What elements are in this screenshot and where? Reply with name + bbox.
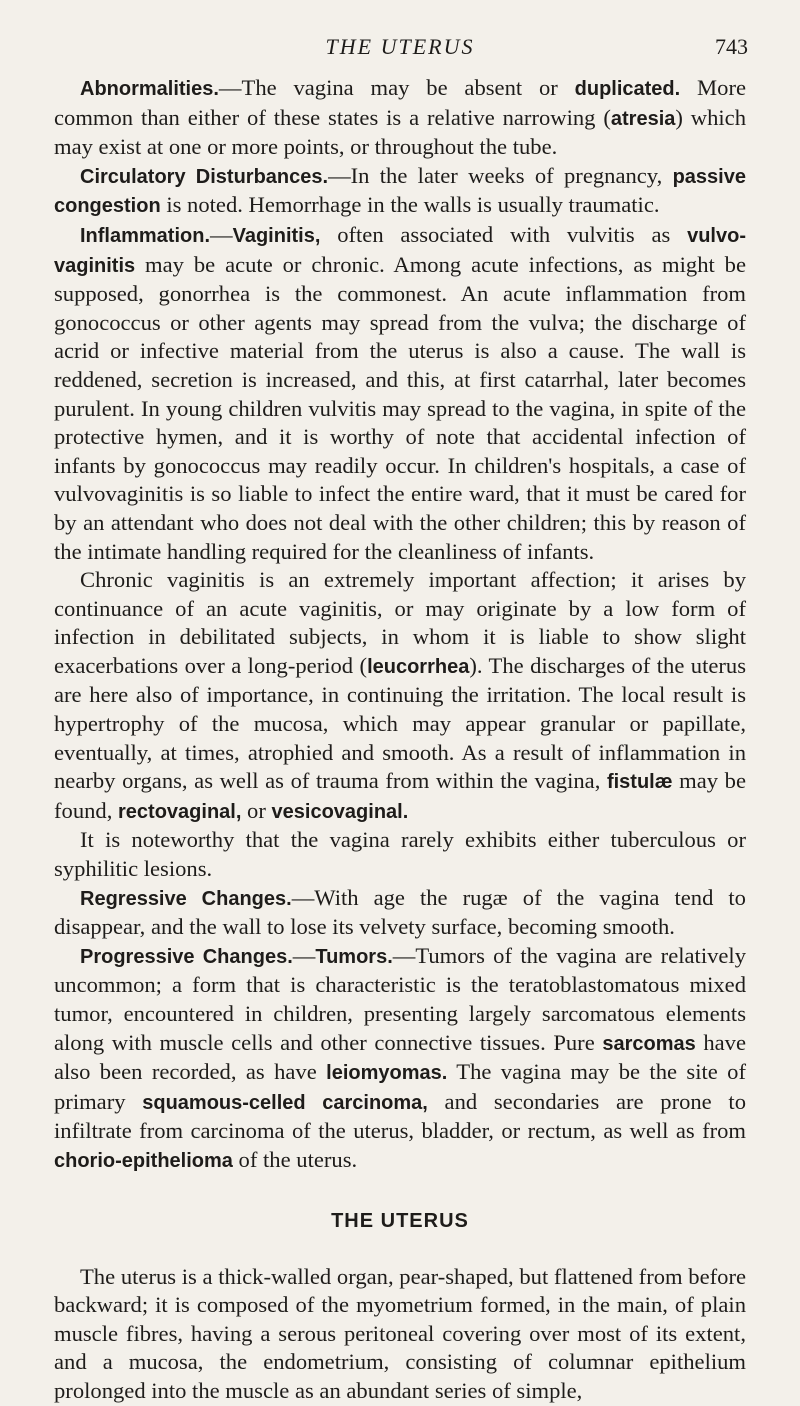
body-text bbox=[54, 74, 746, 1176]
text-run: —With age the rugæ of the vagina tend to disappear, and the wall to lose its velvety surface, becoming smooth. bbox=[54, 884, 746, 940]
text-run: More common than either of these states is a relative narrowing ( bbox=[54, 75, 746, 130]
page-number: 743 bbox=[715, 34, 748, 59]
paragraph bbox=[54, 162, 746, 221]
paragraph bbox=[54, 566, 746, 826]
paragraph bbox=[54, 74, 746, 162]
paragraph-lead: Progressive Changes. bbox=[80, 945, 293, 968]
paragraph bbox=[54, 221, 746, 566]
text-run: may be acute or chronic. Among acute infections, as might be supposed, gonorrhea is the commonest. An acute inflammation from gonococcus or other agents may spread from the vulva; the discharge of acrid or infective material from the uterus is also a cause. The wall is reddened, secretion is increased, and this, at first catarrhal, later becomes purulent. In young children vulvitis may spread to the vagina, in spite of the protective hymen, and it is worthy of note that accidental infection of infants by gonococcus may readily occur. In children's hospitals, a case of vulvovaginitis is so liable to infect the entire ward, that it must be cared for by an attendant who does not deal with the other children; this by reason of the intimate handling required for the cleanliness of infants. bbox=[54, 251, 746, 564]
text-run: — bbox=[210, 221, 233, 247]
paragraph bbox=[54, 942, 746, 1176]
bold-term: chorio-epithelioma bbox=[54, 1149, 233, 1172]
text-run: — bbox=[292, 942, 316, 968]
text-run: Chronic vaginitis is an extremely important affection; it arises by continuance of an acute vaginitis, or may originate by a low form of infection in debilitated subjects, in whom it is liable to show slight exacerbations over a long-period ( bbox=[54, 567, 746, 678]
bold-term: duplicated. bbox=[574, 78, 681, 100]
text-run: and secondaries are prone to infiltrate from carcinoma of the uterus, bladder, or rectum, as well as from bbox=[54, 1088, 746, 1144]
text-run: or bbox=[241, 797, 272, 823]
text-run: The uterus is a thick-walled organ, pear-shaped, but flattened from before backward; it is composed of the myometrium formed, in the main, of plain muscle fibres, having a serous peritoneal covering over most of its extent, and a mucosa, the endometrium, consisting of columnar epithelium prolonged into the muscle as an abundant series of simple, bbox=[54, 1263, 746, 1403]
text-run: of the uterus. bbox=[232, 1146, 358, 1172]
bold-term: rectovaginal, bbox=[118, 800, 242, 823]
bold-term: fistulæ bbox=[606, 771, 673, 794]
section-heading: THE UTERUS bbox=[331, 1209, 469, 1232]
bold-term: leiomyomas. bbox=[326, 1062, 448, 1085]
paragraph bbox=[54, 884, 746, 942]
bold-term: passive congestion bbox=[54, 165, 746, 218]
bold-term: Tumors. bbox=[315, 945, 393, 968]
bold-term: leucorrhea bbox=[367, 655, 470, 678]
text-run: The vagina may be the site of primary bbox=[54, 1059, 746, 1114]
text-run: —In the later weeks of pregnancy, bbox=[328, 162, 673, 188]
paragraph-lead: Abnormalities. bbox=[80, 78, 219, 100]
running-head bbox=[54, 34, 746, 74]
bold-term: vesicovaginal. bbox=[271, 800, 409, 823]
paragraph bbox=[54, 1263, 746, 1406]
bold-term: Vaginitis, bbox=[232, 224, 321, 247]
text-run: may be found, bbox=[54, 768, 746, 823]
paragraph bbox=[54, 826, 746, 883]
section-text bbox=[54, 1263, 746, 1406]
paragraph-lead: Regressive Changes. bbox=[80, 887, 292, 910]
running-title: THE UTERUS bbox=[325, 34, 475, 59]
text-run: is noted. Hemorrhage in the walls is usually traumatic. bbox=[160, 192, 660, 218]
paragraph-lead: Circulatory Disturbances. bbox=[80, 165, 329, 188]
bold-term: sarcomas bbox=[602, 1032, 696, 1055]
bold-term: vulvo-vaginitis bbox=[54, 224, 746, 277]
text-run: ) which may exist at one or more points, or throughout the tube. bbox=[54, 104, 746, 160]
text-run: —Tumors of the vagina are relatively uncommon; a form that is characteristic is the teratoblastomatous mixed tumor, encountered in children, presenting largely sarcomatous elements along with muscle cells and other connective tissues. Pure bbox=[54, 942, 746, 1055]
text-run: have also been recorded, as have bbox=[54, 1029, 746, 1085]
text-run: —The vagina may be absent or bbox=[218, 75, 575, 100]
bold-term: squamous-celled carcinoma, bbox=[142, 1091, 428, 1114]
bold-term: atresia bbox=[610, 107, 676, 130]
paragraph-lead: Inflammation. bbox=[80, 224, 211, 247]
text-run: It is noteworthy that the vagina rarely exhibits either tuberculous or syphilitic lesions. bbox=[54, 827, 746, 882]
text-run: ). The discharges of the uterus are here also of importance, in continuing the irritation. The local result is hypertrophy of the mucosa, which may appear granular or papillate, eventually, at times, atrophied and smooth. As a result of inflammation in nearby organs, as well as of trauma from within the vagina, bbox=[54, 652, 746, 794]
text-run: often associated with vulvitis as bbox=[320, 221, 688, 247]
